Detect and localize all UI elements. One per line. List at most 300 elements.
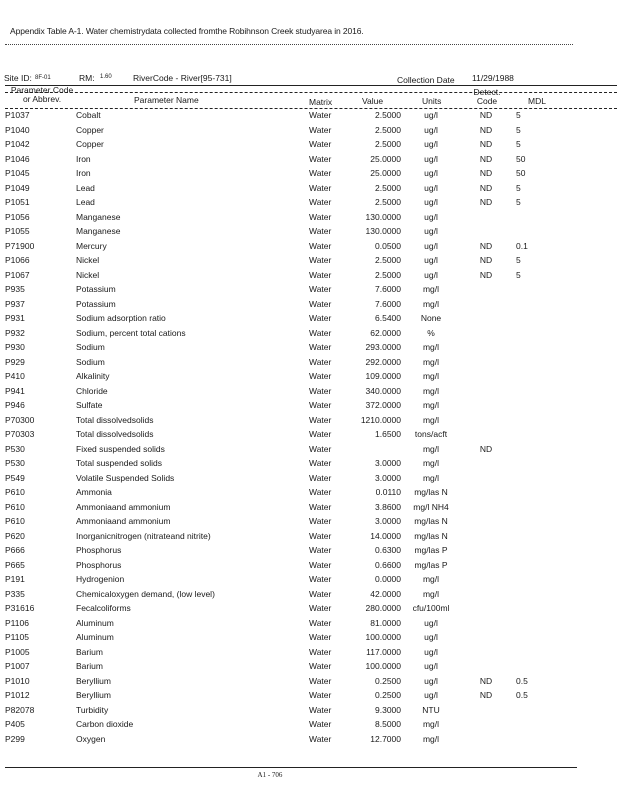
table-row: [0, 255, 618, 270]
cell-parameter-code: P665: [5, 559, 25, 570]
cell-parameter-code: P299: [5, 733, 25, 744]
table-row: [0, 487, 618, 502]
cell-matrix: Water: [309, 400, 332, 410]
table-row: [0, 386, 618, 401]
cell-value: 9.3000: [375, 704, 401, 715]
header-bottom-dashed-rule: [5, 108, 617, 109]
table-row: [0, 212, 618, 227]
cell-units: mg/l: [422, 574, 440, 584]
cell-detect-code: ND: [479, 690, 493, 700]
table-row: [0, 284, 618, 299]
table-row: [0, 618, 618, 633]
cell-parameter-name: Copper: [76, 139, 104, 149]
cell-value: 100.0000: [365, 661, 401, 671]
cell-parameter-name: Sodium: [76, 356, 105, 367]
cell-parameter-code: P1005: [5, 646, 30, 657]
cell-detect-code: ND: [479, 110, 493, 120]
cell-parameter-code: P1045: [5, 168, 30, 178]
cell-matrix: Water: [309, 617, 332, 628]
cell-parameter-name: Fixed suspended solids: [76, 443, 165, 454]
table-row: [0, 139, 618, 154]
cell-mdl: 5: [516, 110, 521, 120]
cell-value: 8.5000: [375, 719, 401, 729]
cell-parameter-name: Total suspended solids: [76, 458, 163, 468]
cell-parameter-code: P1010: [5, 675, 30, 686]
cell-parameter-code: P929: [5, 356, 25, 367]
cell-matrix: Water: [309, 690, 332, 700]
table-row: [0, 168, 618, 183]
cell-units: ug/l: [424, 168, 438, 178]
table-row: [0, 371, 618, 386]
cell-units: tons/acft: [414, 429, 448, 439]
cell-detect-code: ND: [479, 168, 493, 178]
cell-detect-code: ND: [479, 443, 493, 454]
cell-matrix: Water: [309, 516, 332, 526]
cell-mdl: 0.5: [516, 675, 528, 686]
cell-parameter-code: P932: [5, 327, 25, 338]
header-parameter-name: Parameter Name: [134, 95, 199, 105]
cell-value: 14.0000: [370, 530, 401, 541]
cell-parameter-code: P941: [5, 385, 25, 396]
collection-date-label: Collection Date: [397, 75, 455, 85]
rm-label: RM:: [79, 73, 95, 83]
table-row: [0, 734, 618, 749]
cell-value: 1.6500: [375, 429, 401, 439]
cell-parameter-name: Sodium adsorption ratio: [76, 313, 166, 323]
cell-parameter-code: P610: [5, 487, 25, 497]
table-row: [0, 473, 618, 488]
cell-matrix: Water: [309, 443, 332, 454]
cell-parameter-code: P610: [5, 501, 25, 512]
cell-units: mg/l: [422, 385, 440, 396]
cell-value: 0.6300: [375, 545, 401, 555]
cell-matrix: Water: [309, 603, 332, 613]
table-row: [0, 183, 618, 198]
cell-parameter-name: Nickel: [76, 255, 100, 265]
cell-parameter-code: P620: [5, 530, 25, 541]
collection-date-value: 11/29/1988: [472, 73, 514, 83]
cell-parameter-code: P610: [5, 516, 25, 526]
cell-value: 3.0000: [375, 472, 401, 483]
cell-matrix: Water: [309, 559, 332, 570]
cell-parameter-name: Aluminum: [76, 617, 114, 628]
cell-parameter-name: Iron: [76, 168, 91, 178]
cell-matrix: Water: [309, 371, 332, 381]
cell-parameter-name: Alkalinity: [76, 371, 110, 381]
cell-parameter-name: Barium: [76, 646, 103, 657]
table-row: [0, 545, 618, 560]
cell-units: mg/l: [422, 733, 440, 744]
cell-units: ug/l: [424, 646, 438, 657]
cell-parameter-code: P82078: [5, 704, 35, 715]
cell-parameter-name: Ammonia: [76, 487, 112, 497]
table-row: [0, 719, 618, 734]
cell-matrix: Water: [309, 139, 332, 149]
cell-matrix: Water: [309, 588, 332, 599]
table-row: [0, 226, 618, 241]
cell-parameter-name: Sulfate: [76, 400, 103, 410]
cell-mdl: 50: [516, 153, 526, 164]
cell-units: mg/las N: [414, 487, 448, 497]
cell-units: cfu/100ml: [412, 603, 450, 613]
cell-parameter-name: Ammoniaand ammonium: [76, 516, 171, 526]
cell-units: ug/l: [424, 226, 438, 236]
cell-parameter-name: Lead: [76, 197, 95, 207]
cell-units: mg/l: [422, 342, 440, 352]
header-parameter-code: Parameter Code or Abbrev.: [10, 85, 74, 104]
cell-value: 2.5000: [375, 110, 401, 120]
cell-parameter-code: P1051: [5, 197, 30, 207]
cell-parameter-code: P1055: [5, 226, 30, 236]
cell-value: 2.5000: [375, 269, 401, 280]
cell-parameter-code: P530: [5, 443, 25, 454]
cell-parameter-code: P1046: [5, 153, 30, 164]
cell-units: mg/las P: [414, 545, 448, 555]
cell-parameter-code: P1066: [5, 255, 30, 265]
table-row: [0, 705, 618, 720]
cell-value: 7.6000: [375, 284, 401, 294]
cell-matrix: Water: [309, 385, 332, 396]
cell-matrix: Water: [309, 501, 332, 512]
cell-parameter-name: Cobalt: [76, 110, 101, 120]
cell-units: ug/l: [424, 690, 438, 700]
cell-detect-code: ND: [479, 124, 493, 135]
cell-units: ug/l: [424, 269, 438, 280]
cell-units: NTU: [422, 704, 440, 715]
cell-value: 100.0000: [365, 632, 401, 642]
cell-value: 0.2500: [375, 690, 401, 700]
header-value: Value: [362, 96, 384, 106]
cell-parameter-code: P937: [5, 298, 25, 309]
cell-parameter-name: Sodium: [76, 342, 105, 352]
cell-matrix: Water: [309, 255, 332, 265]
cell-parameter-code: P70300: [5, 414, 35, 425]
cell-matrix: Water: [309, 458, 332, 468]
cell-detect-code: ND: [479, 255, 493, 265]
table-row: [0, 110, 618, 125]
cell-parameter-name: Total dissolvedsolids: [76, 414, 154, 425]
cell-parameter-name: Potassium: [76, 284, 116, 294]
cell-units: ug/l: [424, 661, 438, 671]
cell-parameter-name: Copper: [76, 124, 104, 135]
cell-matrix: Water: [309, 269, 332, 280]
cell-mdl: 5: [516, 255, 521, 265]
cell-mdl: 5: [516, 197, 521, 207]
table-row: [0, 415, 618, 430]
cell-value: 0.6600: [375, 559, 401, 570]
cell-parameter-name: Barium: [76, 661, 103, 671]
table-row: [0, 690, 618, 705]
cell-parameter-code: P1105: [5, 632, 29, 642]
cell-value: 12.7000: [370, 733, 401, 744]
cell-mdl: 0.1: [516, 240, 528, 251]
cell-mdl: 5: [516, 139, 521, 149]
cell-units: ug/l: [424, 617, 438, 628]
cell-value: 62.0000: [370, 327, 401, 338]
cell-parameter-name: Hydrogenion: [76, 574, 125, 584]
table-row: [0, 357, 618, 372]
table-row: [0, 647, 618, 662]
cell-value: 130.0000: [365, 226, 401, 236]
table-row: [0, 516, 618, 531]
cell-value: 3.8600: [375, 501, 401, 512]
cell-matrix: Water: [309, 661, 332, 671]
cell-parameter-name: Phosphorus: [76, 559, 122, 570]
cell-parameter-name: Chloride: [76, 385, 108, 396]
table-row: [0, 400, 618, 415]
cell-value: 130.0000: [365, 211, 401, 222]
cell-parameter-name: Phosphorus: [76, 545, 122, 555]
cell-matrix: Water: [309, 124, 332, 135]
cell-units: ug/l: [424, 153, 438, 164]
cell-value: 2.5000: [375, 139, 401, 149]
cell-mdl: 50: [516, 168, 526, 178]
table-row: [0, 313, 618, 328]
header-detect-code: Detect. Code: [473, 87, 501, 106]
cell-parameter-code: P191: [5, 574, 25, 584]
cell-matrix: Water: [309, 704, 332, 715]
cell-value: 81.0000: [370, 617, 401, 628]
table-row: [0, 502, 618, 517]
cell-units: ug/l: [424, 255, 438, 265]
cell-parameter-code: P946: [5, 400, 25, 410]
caption-divider: [5, 44, 573, 45]
cell-units: mg/l: [422, 458, 440, 468]
table-row: [0, 299, 618, 314]
header-matrix: Matrix: [309, 97, 333, 107]
cell-parameter-code: P1007: [5, 661, 30, 671]
table-row: [0, 458, 618, 473]
table-row: [0, 661, 618, 676]
site-id-value: 8F-01: [35, 75, 51, 81]
cell-parameter-name: Ammoniaand ammonium: [76, 501, 171, 512]
cell-parameter-name: Beryllium: [76, 690, 111, 700]
cell-mdl: 5: [516, 182, 521, 193]
cell-value: 292.0000: [365, 356, 401, 367]
cell-parameter-code: P405: [5, 719, 25, 729]
cell-detect-code: ND: [479, 675, 493, 686]
cell-mdl: 0.5: [516, 690, 528, 700]
table-row: [0, 444, 618, 459]
cell-matrix: Water: [309, 646, 332, 657]
table-row: [0, 429, 618, 444]
cell-units: None: [420, 313, 442, 323]
cell-value: 280.0000: [365, 603, 401, 613]
cell-parameter-code: P1042: [5, 139, 30, 149]
cell-matrix: Water: [309, 472, 332, 483]
cell-units: ug/l: [424, 182, 438, 193]
cell-value: 3.0000: [375, 458, 401, 468]
cell-parameter-name: Beryllium: [76, 675, 111, 686]
cell-matrix: Water: [309, 530, 332, 541]
cell-parameter-code: P930: [5, 342, 25, 352]
cell-units: ug/l: [424, 211, 438, 222]
cell-parameter-code: P1106: [5, 617, 29, 628]
cell-matrix: Water: [309, 719, 332, 729]
cell-units: ug/l: [424, 675, 438, 686]
cell-parameter-name: Volatile Suspended Solids: [76, 472, 175, 483]
cell-parameter-code: P549: [5, 472, 25, 483]
cell-parameter-code: P1037: [5, 110, 30, 120]
cell-value: 3.0000: [375, 516, 401, 526]
table-row: [0, 342, 618, 357]
table-row: [0, 125, 618, 140]
cell-parameter-name: Oxygen: [76, 733, 106, 744]
cell-matrix: Water: [309, 487, 332, 497]
cell-value: 372.0000: [365, 400, 401, 410]
cell-value: 42.0000: [370, 588, 401, 599]
cell-parameter-code: P530: [5, 458, 25, 468]
cell-value: 0.0000: [375, 574, 401, 584]
cell-units: mg/l: [422, 284, 440, 294]
cell-units: mg/l: [422, 472, 440, 483]
cell-parameter-code: P1067: [5, 269, 30, 280]
cell-matrix: Water: [309, 110, 332, 120]
cell-matrix: Water: [309, 226, 332, 236]
cell-matrix: Water: [309, 153, 332, 164]
cell-parameter-name: Iron: [76, 153, 91, 164]
cell-parameter-code: P935: [5, 284, 25, 294]
cell-value: 0.2500: [375, 675, 401, 686]
cell-parameter-code: P1040: [5, 124, 30, 135]
cell-value: 6.5400: [375, 313, 401, 323]
cell-matrix: Water: [309, 182, 332, 193]
cell-value: 2.5000: [375, 182, 401, 193]
cell-value: 1210.0000: [360, 414, 401, 425]
table-row: [0, 270, 618, 285]
cell-mdl: 5: [516, 269, 521, 280]
cell-matrix: Water: [309, 197, 332, 207]
cell-value: 109.0000: [365, 371, 401, 381]
cell-matrix: Water: [309, 356, 332, 367]
cell-value: 0.0110: [375, 487, 401, 497]
cell-units: ug/l: [424, 632, 438, 642]
cell-matrix: Water: [309, 327, 332, 338]
table-row: [0, 632, 618, 647]
cell-detect-code: ND: [479, 240, 493, 251]
cell-matrix: Water: [309, 298, 332, 309]
cell-matrix: Water: [309, 733, 332, 744]
cell-units: mg/l: [422, 371, 440, 381]
cell-value: 0.0500: [375, 240, 401, 251]
cell-parameter-code: P1012: [5, 690, 30, 700]
rm-value: 1.60: [100, 74, 112, 80]
cell-units: mg/las N: [414, 530, 448, 541]
header-units: Units: [422, 96, 442, 106]
table-row: [0, 574, 618, 589]
table-row: [0, 531, 618, 546]
cell-value: 117.0000: [366, 646, 401, 657]
site-info-row: [0, 73, 618, 85]
cell-parameter-name: Manganese: [76, 226, 121, 236]
cell-value: 340.0000: [365, 385, 401, 396]
cell-units: ug/l: [424, 139, 438, 149]
cell-detect-code: ND: [479, 182, 493, 193]
page-number: A1 - 706: [257, 771, 283, 779]
table-row: [0, 676, 618, 691]
cell-parameter-code: P335: [5, 588, 25, 599]
cell-parameter-code: P70303: [5, 429, 35, 439]
cell-value: 2.5000: [375, 124, 401, 135]
cell-detect-code: ND: [479, 269, 493, 280]
cell-units: mg/l: [422, 298, 440, 309]
cell-parameter-name: Fecalcoliforms: [76, 603, 131, 613]
cell-parameter-name: Manganese: [76, 211, 121, 222]
cell-parameter-code: P931: [5, 313, 25, 323]
cell-units: ug/l: [424, 110, 438, 120]
cell-parameter-name: Carbon dioxide: [76, 719, 134, 729]
header-mid-dashed-rule: [5, 92, 617, 93]
cell-matrix: Water: [309, 414, 332, 425]
cell-matrix: Water: [309, 429, 332, 439]
cell-parameter-name: Chemicaloxygen demand, (low level): [76, 588, 215, 599]
cell-units: mg/l: [422, 414, 440, 425]
cell-parameter-name: Lead: [76, 182, 95, 193]
cell-matrix: Water: [309, 342, 332, 352]
cell-matrix: Water: [309, 284, 332, 294]
site-id-label: Site ID:: [4, 73, 32, 83]
header-top-rule: [5, 85, 617, 86]
table-row: [0, 154, 618, 169]
cell-units: ug/l: [424, 197, 438, 207]
cell-units: mg/l: [422, 588, 440, 599]
footer-rule: [5, 767, 577, 768]
table-row: [0, 197, 618, 212]
table-row: [0, 241, 618, 256]
cell-matrix: Water: [309, 240, 332, 251]
cell-units: mg/l NH4: [413, 501, 449, 512]
cell-value: 7.6000: [375, 298, 401, 309]
cell-matrix: Water: [309, 313, 332, 323]
cell-parameter-code: P31616: [5, 603, 35, 613]
cell-matrix: Water: [309, 168, 332, 178]
table-row: [0, 328, 618, 343]
cell-parameter-code: P410: [5, 371, 25, 381]
cell-parameter-name: Potassium: [76, 298, 116, 309]
cell-parameter-name: Sodium, percent total cations: [76, 327, 186, 338]
cell-parameter-code: P71900: [5, 240, 35, 251]
cell-units: ug/l: [424, 124, 438, 135]
table-row: [0, 560, 618, 575]
cell-units: mg/l: [422, 719, 440, 729]
cell-matrix: Water: [309, 574, 332, 584]
cell-value: 25.0000: [370, 168, 401, 178]
cell-parameter-name: Turbidity: [76, 704, 109, 715]
cell-parameter-name: Inorganicnitrogen (nitrateand nitrite): [76, 530, 211, 541]
cell-units: mg/l: [422, 400, 440, 410]
table-row: [0, 589, 618, 604]
cell-units: %: [427, 327, 435, 338]
cell-parameter-code: P1056: [5, 211, 30, 222]
cell-units: mg/las N: [414, 516, 448, 526]
cell-detect-code: ND: [479, 139, 493, 149]
river-code: RiverCode - River[95-731]: [133, 73, 232, 83]
cell-mdl: 5: [516, 124, 521, 135]
cell-parameter-name: Nickel: [76, 269, 100, 280]
cell-parameter-name: Total dissolvedsolids: [76, 429, 154, 439]
cell-units: ug/l: [424, 240, 438, 251]
cell-parameter-code: P666: [5, 545, 25, 555]
cell-parameter-code: P1049: [5, 182, 30, 193]
cell-matrix: Water: [309, 211, 332, 222]
data-table-body: [0, 110, 618, 748]
cell-value: 293.0000: [365, 342, 401, 352]
header-mdl: MDL: [528, 96, 546, 106]
cell-parameter-name: Mercury: [76, 240, 107, 251]
cell-value: 25.0000: [370, 153, 401, 164]
table-row: [0, 603, 618, 618]
table-caption: Appendix Table A-1. Water chemistrydata collected fromthe Robihnson Creek studyarea in 2016.: [10, 26, 364, 36]
